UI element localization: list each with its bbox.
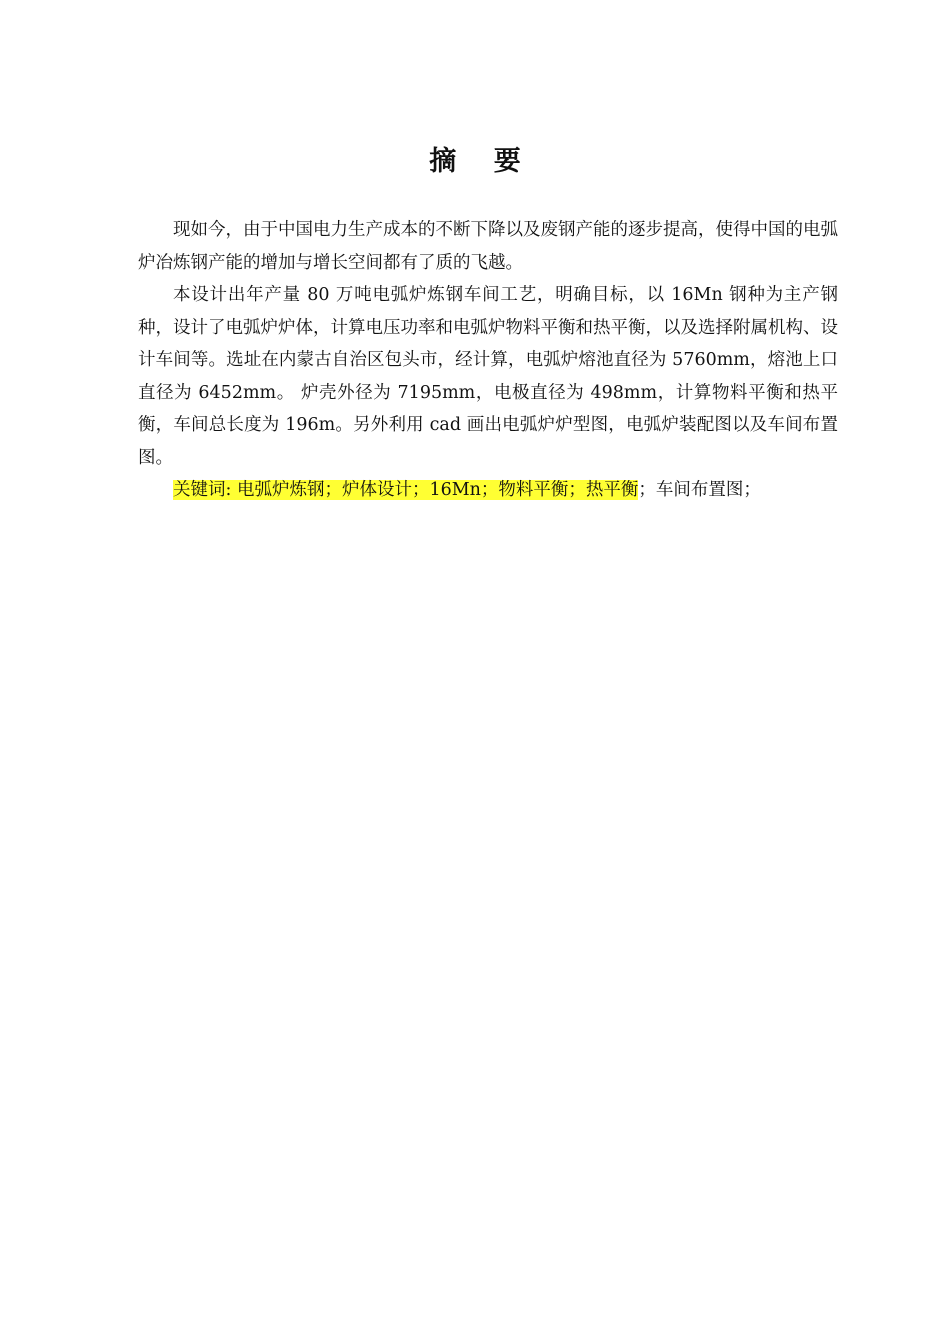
- abstract-title: 摘 要: [429, 146, 535, 177]
- keywords-highlighted: 关键词: 电弧炉炼钢；炉体设计；16Mn；物料平衡；热平衡: [173, 480, 639, 500]
- keywords-line: [138, 474, 838, 507]
- abstract-body: [138, 214, 838, 507]
- abstract-paragraph-2: 本设计出年产量 80 万吨电弧炉炼钢车间工艺，明确目标，以 16Mn 钢种为主产钢种，设计了电弧炉炉体，计算电压功率和电弧炉物料平衡和热平衡，以及选择附属机构、设计车间等。选址在内蒙古自治区包头市，经计算，电弧炉熔池直径为 5760mm，熔池上口直径为 6452mm。 炉壳外径为 7195mm，电极直径为 498mm，计算物料平衡和热平衡，车间总长度为 196m。另外利用 cad 画出电弧炉炉型图，电弧炉装配图以及车间布置图。: [138, 285, 838, 468]
- abstract-paragraph-1: 现如今，由于中国电力生产成本的不断下降以及废钢产能的逐步提高，使得中国的电弧炉冶炼钢产能的增加与增长空间都有了质的飞越。: [138, 220, 838, 273]
- keywords-rest: ；车间布置图；: [638, 480, 761, 500]
